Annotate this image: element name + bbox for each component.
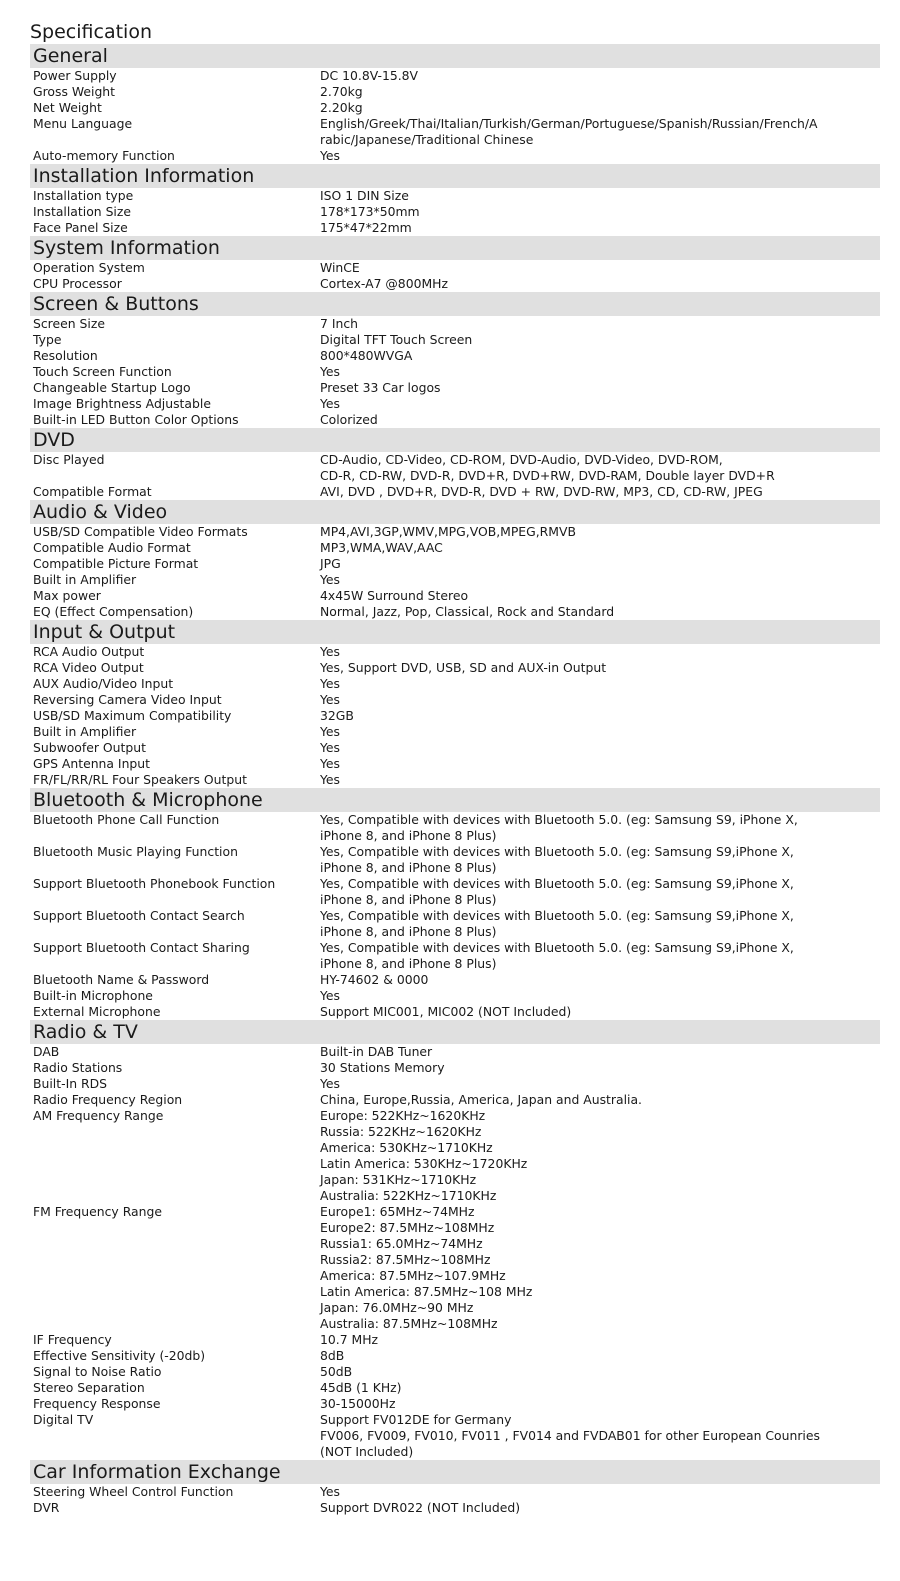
spec-value — [320, 1484, 880, 1500]
spec-row — [30, 1412, 880, 1460]
spec-row — [30, 84, 880, 100]
spec-label: GPS Antenna Input — [33, 756, 151, 771]
spec-row — [30, 220, 880, 236]
spec-section — [30, 428, 880, 500]
spec-value-line: 32GB — [320, 708, 354, 723]
spec-value-line: 175*47*22mm — [320, 220, 412, 235]
spec-value-line: WinCE — [320, 260, 360, 275]
spec-value-line: Preset 33 Car logos — [320, 380, 441, 395]
spec-label: Image Brightness Adjustable — [33, 396, 211, 411]
spec-value — [320, 708, 880, 724]
spec-row — [30, 1396, 880, 1412]
spec-value-line: Support DVR022 (NOT Included) — [320, 1500, 521, 1515]
spec-value — [320, 724, 880, 740]
spec-value — [320, 452, 880, 484]
spec-value-line: iPhone 8, and iPhone 8 Plus) — [320, 892, 497, 907]
spec-value — [320, 740, 880, 756]
spec-value — [320, 1108, 880, 1204]
spec-row — [30, 604, 880, 620]
spec-value-line: America: 87.5MHz~107.9MHz — [320, 1268, 506, 1283]
spec-value — [320, 604, 880, 620]
spec-value — [320, 100, 880, 116]
spec-value — [320, 220, 880, 236]
spec-row — [30, 188, 880, 204]
spec-value — [320, 940, 880, 972]
spec-label: USB/SD Compatible Video Formats — [33, 524, 248, 539]
spec-section — [30, 620, 880, 788]
spec-label: Radio Stations — [33, 1060, 123, 1075]
spec-value-line: MP3,WMA,WAV,AAC — [320, 540, 443, 555]
spec-value-line: 30 Stations Memory — [320, 1060, 445, 1075]
spec-value — [320, 1204, 880, 1332]
spec-value-line: Support MIC001, MIC002 (NOT Included) — [320, 1004, 572, 1019]
spec-row — [30, 332, 880, 348]
spec-value-line: iPhone 8, and iPhone 8 Plus) — [320, 956, 497, 971]
spec-value — [320, 1500, 880, 1516]
spec-value-line: Yes — [320, 740, 341, 755]
spec-value-line: Yes, Compatible with devices with Bluetooth 5.0. (eg: Samsung S9,iPhone X, — [320, 908, 794, 923]
spec-value — [320, 1332, 880, 1348]
spec-value-line: Yes, Compatible with devices with Bluetooth 5.0. (eg: Samsung S9,iPhone X, — [320, 844, 794, 859]
spec-label: Face Panel Size — [33, 220, 128, 235]
spec-value-line: CD-Audio, CD-Video, CD-ROM, DVD-Audio, DVD-Video, DVD-ROM, — [320, 452, 723, 467]
page-title: Specification — [30, 21, 152, 43]
section-heading: Installation Information — [30, 164, 880, 188]
spec-value — [320, 204, 880, 220]
spec-row — [30, 484, 880, 500]
spec-label: Power Supply — [33, 68, 117, 83]
spec-value — [320, 380, 880, 396]
spec-value — [320, 676, 880, 692]
spec-value — [320, 876, 880, 908]
spec-label: Signal to Noise Ratio — [33, 1364, 162, 1379]
spec-label: USB/SD Maximum Compatibility — [33, 708, 232, 723]
spec-row — [30, 1484, 880, 1500]
spec-value-line: Yes — [320, 1076, 341, 1091]
spec-value-line: Yes — [320, 1484, 341, 1499]
spec-value-line: iPhone 8, and iPhone 8 Plus) — [320, 828, 497, 843]
spec-row — [30, 908, 880, 940]
spec-value-line: Digital TFT Touch Screen — [320, 332, 473, 347]
spec-row — [30, 1004, 880, 1020]
spec-row — [30, 68, 880, 84]
spec-value — [320, 316, 880, 332]
spec-value — [320, 1364, 880, 1380]
spec-value — [320, 1004, 880, 1020]
spec-value-line: 2.70kg — [320, 84, 363, 99]
spec-label: Max power — [33, 588, 101, 603]
spec-value-line: (NOT Included) — [320, 1444, 414, 1459]
spec-value-line: Yes — [320, 396, 341, 411]
spec-label: AUX Audio/Video Input — [33, 676, 174, 691]
spec-sections — [30, 44, 880, 1516]
spec-value-line: JPG — [320, 556, 341, 571]
spec-value-line: Yes — [320, 692, 341, 707]
spec-value — [320, 556, 880, 572]
spec-value-line: Yes, Compatible with devices with Bluetooth 5.0. (eg: Samsung S9, iPhone X, — [320, 812, 798, 827]
spec-value — [320, 660, 880, 676]
spec-section — [30, 44, 880, 164]
spec-value-line: Japan: 531KHz~1710KHz — [320, 1172, 477, 1187]
spec-label: Resolution — [33, 348, 98, 363]
spec-value-line: 178*173*50mm — [320, 204, 420, 219]
spec-value — [320, 756, 880, 772]
spec-value — [320, 572, 880, 588]
spec-value-line: China, Europe,Russia, America, Japan and Australia. — [320, 1092, 642, 1107]
spec-label: Touch Screen Function — [33, 364, 172, 379]
section-heading: Input & Output — [30, 620, 880, 644]
spec-row — [30, 452, 880, 484]
spec-value-line: iPhone 8, and iPhone 8 Plus) — [320, 924, 497, 939]
spec-value-line: 10.7 MHz — [320, 1332, 379, 1347]
spec-label: Disc Played — [33, 452, 105, 467]
spec-row — [30, 756, 880, 772]
spec-label: Radio Frequency Region — [33, 1092, 183, 1107]
spec-row — [30, 364, 880, 380]
spec-value — [320, 524, 880, 540]
spec-row — [30, 1364, 880, 1380]
spec-section — [30, 1020, 880, 1460]
spec-label: Bluetooth Phone Call Function — [33, 812, 220, 827]
spec-row — [30, 348, 880, 364]
spec-value-line: Yes, Support DVD, USB, SD and AUX-in Output — [320, 660, 607, 675]
spec-row — [30, 588, 880, 604]
spec-value-line: iPhone 8, and iPhone 8 Plus) — [320, 860, 497, 875]
spec-label: EQ (Effect Compensation) — [33, 604, 194, 619]
spec-value — [320, 540, 880, 556]
spec-value-line: Yes — [320, 572, 341, 587]
spec-value-line: 2.20kg — [320, 100, 363, 115]
spec-label: RCA Audio Output — [33, 644, 145, 659]
spec-value-line: 50dB — [320, 1364, 353, 1379]
spec-value — [320, 972, 880, 988]
spec-section — [30, 788, 880, 1020]
spec-section — [30, 500, 880, 620]
spec-row — [30, 1332, 880, 1348]
spec-label: Built-in LED Button Color Options — [33, 412, 239, 427]
spec-value-line: Yes — [320, 676, 341, 691]
spec-value-line: Cortex-A7 @800MHz — [320, 276, 448, 291]
spec-value-line: Russia1: 65.0MHz~74MHz — [320, 1236, 483, 1251]
spec-value-line: Russia: 522KHz~1620KHz — [320, 1124, 482, 1139]
spec-value-line: MP4,AVI,3GP,WMV,MPG,VOB,MPEG,RMVB — [320, 524, 576, 539]
spec-label: Stereo Separation — [33, 1380, 145, 1395]
spec-value — [320, 844, 880, 876]
spec-value-line: 45dB (1 KHz) — [320, 1380, 402, 1395]
spec-label: Installation Size — [33, 204, 131, 219]
spec-label: Effective Sensitivity (-20db) — [33, 1348, 206, 1363]
spec-section — [30, 236, 880, 292]
spec-row — [30, 100, 880, 116]
spec-label: Screen Size — [33, 316, 105, 331]
spec-row — [30, 276, 880, 292]
spec-value-line: English/Greek/Thai/Italian/Turkish/German/Portuguese/Spanish/Russian/French/A — [320, 116, 818, 131]
spec-value-line: HY-74602 & 0000 — [320, 972, 429, 987]
spec-value — [320, 68, 880, 84]
spec-label: IF Frequency — [33, 1332, 112, 1347]
spec-label: RCA Video Output — [33, 660, 144, 675]
spec-value-line: Yes — [320, 756, 341, 771]
spec-value — [320, 1412, 880, 1460]
spec-row — [30, 772, 880, 788]
spec-value — [320, 1396, 880, 1412]
spec-label: Auto-memory Function — [33, 148, 175, 163]
spec-value-line: Latin America: 87.5MHz~108 MHz — [320, 1284, 533, 1299]
section-heading: Radio & TV — [30, 1020, 880, 1044]
section-heading: Audio & Video — [30, 500, 880, 524]
spec-value — [320, 260, 880, 276]
spec-label: Reversing Camera Video Input — [33, 692, 222, 707]
spec-row — [30, 988, 880, 1004]
spec-label: Bluetooth Name & Password — [33, 972, 210, 987]
spec-value — [320, 1044, 880, 1060]
spec-label: Net Weight — [33, 100, 102, 115]
spec-row — [30, 812, 880, 844]
spec-value-line: 30-15000Hz — [320, 1396, 396, 1411]
spec-label: Built in Amplifier — [33, 724, 137, 739]
spec-label: FR/FL/RR/RL Four Speakers Output — [33, 772, 247, 787]
spec-label: DVR — [33, 1500, 60, 1515]
spec-value — [320, 1092, 880, 1108]
spec-value — [320, 988, 880, 1004]
spec-value-line: Japan: 76.0MHz~90 MHz — [320, 1300, 474, 1315]
spec-row — [30, 316, 880, 332]
spec-row — [30, 844, 880, 876]
spec-value — [320, 332, 880, 348]
spec-row — [30, 1204, 880, 1332]
spec-value-line: CD-R, CD-RW, DVD-R, DVD+R, DVD+RW, DVD-RAM, Double layer DVD+R — [320, 468, 775, 483]
spec-value-line: Yes — [320, 772, 341, 787]
spec-label: Steering Wheel Control Function — [33, 1484, 234, 1499]
spec-row — [30, 644, 880, 660]
spec-row — [30, 876, 880, 908]
spec-value-line: rabic/Japanese/Traditional Chinese — [320, 132, 534, 147]
spec-value-line: Yes — [320, 724, 341, 739]
spec-value-line: Built-in DAB Tuner — [320, 1044, 433, 1059]
spec-section — [30, 292, 880, 428]
spec-value — [320, 812, 880, 844]
spec-row — [30, 1060, 880, 1076]
spec-value-line: 800*480WVGA — [320, 348, 413, 363]
spec-value-line: Yes — [320, 644, 341, 659]
spec-row — [30, 556, 880, 572]
spec-row — [30, 1108, 880, 1204]
spec-value — [320, 276, 880, 292]
spec-row — [30, 1076, 880, 1092]
spec-label: Subwoofer Output — [33, 740, 146, 755]
section-heading: System Information — [30, 236, 880, 260]
spec-value — [320, 1348, 880, 1364]
spec-section — [30, 164, 880, 236]
spec-row — [30, 524, 880, 540]
spec-label: Menu Language — [33, 116, 133, 131]
spec-label: Compatible Format — [33, 484, 152, 499]
spec-row — [30, 260, 880, 276]
spec-label: Operation System — [33, 260, 145, 275]
spec-label: Frequency Response — [33, 1396, 161, 1411]
spec-label: Type — [33, 332, 62, 347]
spec-label: Support Bluetooth Contact Search — [33, 908, 245, 923]
spec-value-line: Yes, Compatible with devices with Bluetooth 5.0. (eg: Samsung S9,iPhone X, — [320, 940, 794, 955]
spec-value — [320, 1076, 880, 1092]
spec-value-line: Australia: 522KHz~1710KHz — [320, 1188, 497, 1203]
spec-value — [320, 644, 880, 660]
spec-label: Built-In RDS — [33, 1076, 108, 1091]
spec-label: Digital TV — [33, 1412, 94, 1427]
section-heading: Bluetooth & Microphone — [30, 788, 880, 812]
spec-row — [30, 940, 880, 972]
spec-section — [30, 1460, 880, 1516]
spec-row — [30, 396, 880, 412]
spec-label: Bluetooth Music Playing Function — [33, 844, 238, 859]
spec-value-line: Yes, Compatible with devices with Bluetooth 5.0. (eg: Samsung S9,iPhone X, — [320, 876, 794, 891]
spec-label: Installation type — [33, 188, 134, 203]
spec-row — [30, 204, 880, 220]
spec-value — [320, 484, 880, 500]
spec-row — [30, 572, 880, 588]
spec-row — [30, 740, 880, 756]
spec-label: DAB — [33, 1044, 60, 1059]
spec-label: Gross Weight — [33, 84, 116, 99]
spec-value-line: Latin America: 530KHz~1720KHz — [320, 1156, 528, 1171]
spec-value — [320, 1060, 880, 1076]
spec-value — [320, 692, 880, 708]
spec-label: AM Frequency Range — [33, 1108, 164, 1123]
spec-value-line: DC 10.8V-15.8V — [320, 68, 419, 83]
section-heading: General — [30, 44, 880, 68]
spec-label: Support Bluetooth Contact Sharing — [33, 940, 250, 955]
spec-label: Support Bluetooth Phonebook Function — [33, 876, 276, 891]
spec-value-line: Colorized — [320, 412, 378, 427]
spec-value-line: Yes — [320, 988, 341, 1003]
spec-row — [30, 1500, 880, 1516]
spec-value — [320, 412, 880, 428]
spec-value-line: 8dB — [320, 1348, 345, 1363]
spec-row — [30, 1044, 880, 1060]
spec-row — [30, 380, 880, 396]
spec-label: Compatible Picture Format — [33, 556, 199, 571]
spec-label: Compatible Audio Format — [33, 540, 191, 555]
spec-row — [30, 972, 880, 988]
spec-value — [320, 116, 880, 148]
spec-label: Changeable Startup Logo — [33, 380, 191, 395]
spec-row — [30, 660, 880, 676]
spec-row — [30, 1380, 880, 1396]
spec-label: CPU Processor — [33, 276, 122, 291]
spec-row — [30, 708, 880, 724]
spec-value — [320, 1380, 880, 1396]
spec-value — [320, 348, 880, 364]
spec-value — [320, 84, 880, 100]
spec-value — [320, 364, 880, 380]
spec-value — [320, 396, 880, 412]
spec-row — [30, 412, 880, 428]
spec-value — [320, 148, 880, 164]
spec-value-line: 7 Inch — [320, 316, 358, 331]
spec-value-line: Yes — [320, 148, 341, 163]
spec-value-line: Russia2: 87.5MHz~108MHz — [320, 1252, 491, 1267]
spec-row — [30, 724, 880, 740]
spec-label: Built-in Microphone — [33, 988, 153, 1003]
spec-row — [30, 116, 880, 148]
spec-value-line: America: 530KHz~1710KHz — [320, 1140, 493, 1155]
spec-value-line: Normal, Jazz, Pop, Classical, Rock and Standard — [320, 604, 615, 619]
spec-value-line: Europe2: 87.5MHz~108MHz — [320, 1220, 495, 1235]
spec-value-line: FV006, FV009, FV010, FV011 , FV014 and FVDAB01 for other European Counries — [320, 1428, 820, 1443]
spec-value — [320, 588, 880, 604]
spec-value-line: Yes — [320, 364, 341, 379]
spec-row — [30, 1092, 880, 1108]
spec-value — [320, 772, 880, 788]
spec-value-line: 4x45W Surround Stereo — [320, 588, 469, 603]
spec-value-line: Europe1: 65MHz~74MHz — [320, 1204, 475, 1219]
spec-row — [30, 148, 880, 164]
spec-row — [30, 1348, 880, 1364]
spec-label: Built in Amplifier — [33, 572, 137, 587]
spec-value-line: Support FV012DE for Germany — [320, 1412, 512, 1427]
spec-label: FM Frequency Range — [33, 1204, 162, 1219]
spec-value-line: Europe: 522KHz~1620KHz — [320, 1108, 486, 1123]
spec-value-line: AVI, DVD , DVD+R, DVD-R, DVD + RW, DVD-RW, MP3, CD, CD-RW, JPEG — [320, 484, 763, 499]
spec-label: External Microphone — [33, 1004, 161, 1019]
spec-value — [320, 188, 880, 204]
spec-row — [30, 692, 880, 708]
spec-value — [320, 908, 880, 940]
section-heading: Car Information Exchange — [30, 1460, 880, 1484]
spec-value-line: Australia: 87.5MHz~108MHz — [320, 1316, 498, 1331]
spec-sheet — [30, 20, 880, 1516]
spec-row — [30, 676, 880, 692]
section-heading: DVD — [30, 428, 880, 452]
spec-value-line: ISO 1 DIN Size — [320, 188, 409, 203]
section-heading: Screen & Buttons — [30, 292, 880, 316]
spec-row — [30, 540, 880, 556]
